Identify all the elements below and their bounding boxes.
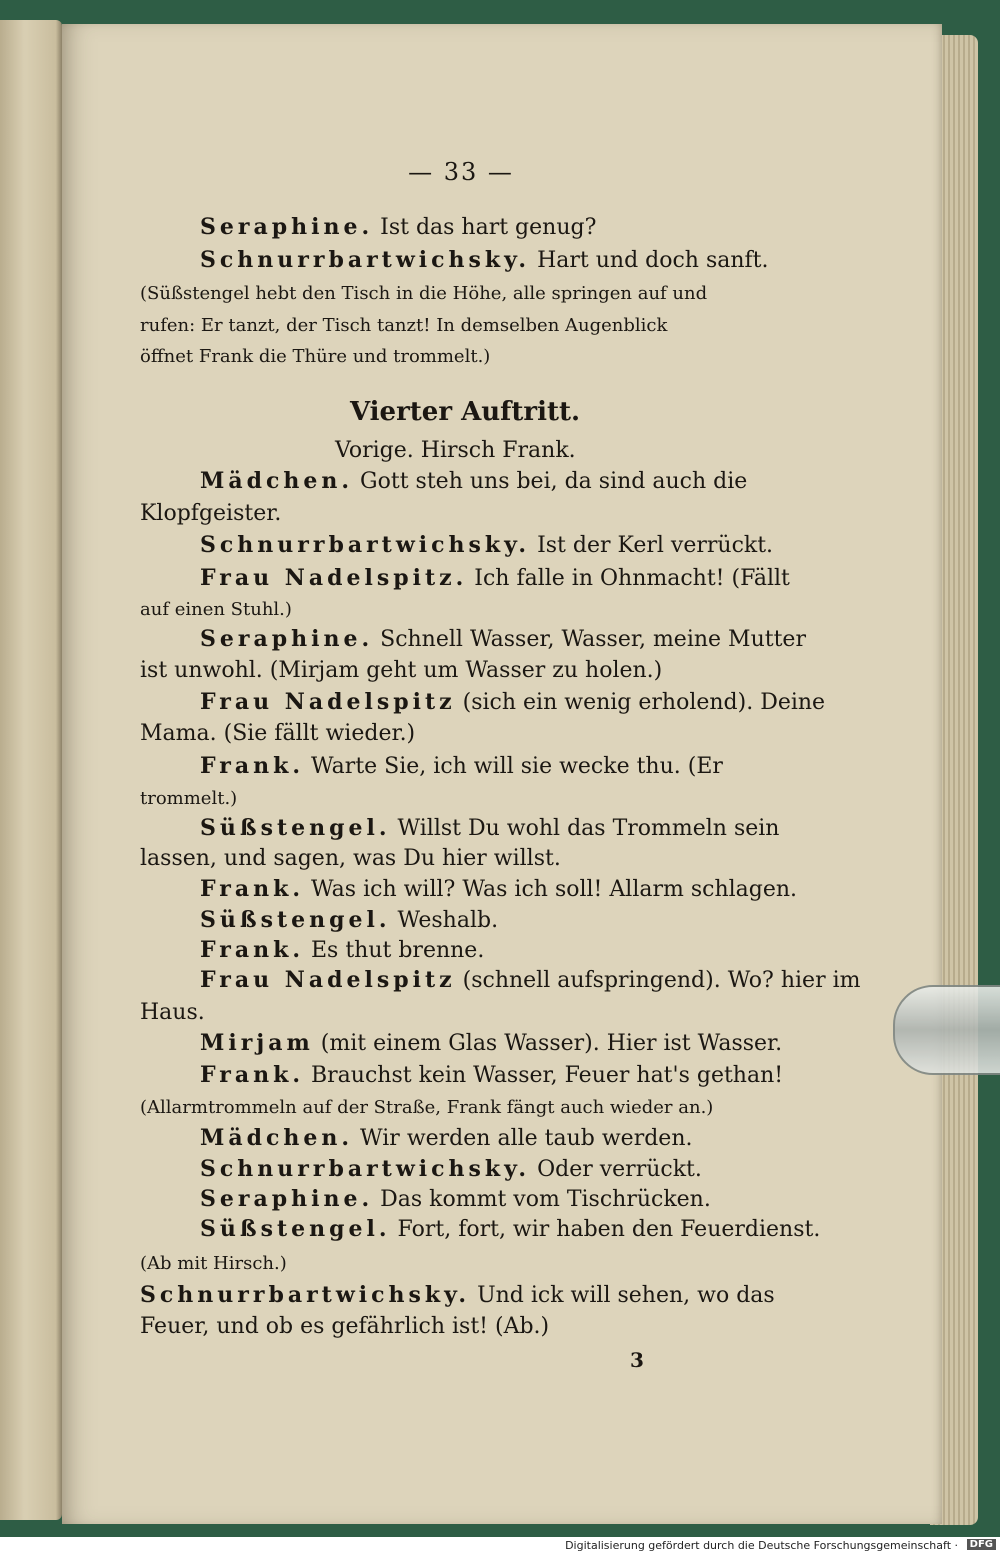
- speaker-name: Schnurrbartwichsky.: [140, 1282, 471, 1308]
- line-text: Das kommt vom Tischrücken.: [380, 1187, 711, 1212]
- scene-title: Vierter Auftritt.: [349, 397, 581, 427]
- line-text: Was ich will? Was ich soll! Allarm schlagen.: [310, 877, 798, 902]
- line-text: Hart und doch sanft.: [537, 248, 769, 273]
- dialogue-line: [200, 687, 825, 718]
- speaker-name: Seraphine.: [200, 626, 374, 652]
- line-text: (mit einem Glas Wasser). Hier ist Wasser.: [320, 1031, 783, 1056]
- stage-direction: auf einen Stuhl.): [140, 599, 292, 620]
- line-text: Warte Sie, ich will sie wecke thu. (Er: [310, 754, 723, 779]
- dialogue-line: [200, 530, 773, 561]
- dialogue-continuation: Klopfgeister.: [140, 501, 282, 526]
- dialogue-line: [200, 1028, 782, 1059]
- line-text: Ich falle in Ohnmacht! (Fällt: [474, 566, 790, 591]
- dialogue-line: [200, 813, 779, 844]
- page-header: — 33 —: [408, 158, 514, 186]
- stage-direction: rufen: Er tanzt, der Tisch tanzt! In demselben Augenblick: [140, 315, 668, 336]
- speaker-name: Süßstengel.: [200, 907, 391, 933]
- speaker-name: Seraphine.: [200, 1186, 374, 1212]
- dialogue-line: [200, 1184, 711, 1215]
- speaker-name: Frank.: [200, 1062, 304, 1088]
- page-clip: [893, 985, 1000, 1075]
- dialogue-line: [200, 965, 860, 996]
- speaker-name: Süßstengel.: [200, 815, 391, 841]
- dialogue-line: [200, 751, 723, 782]
- line-text: Fort, fort, wir haben den Feuerdienst.: [397, 1217, 821, 1242]
- dialogue-line: [200, 624, 806, 655]
- line-text: Willst Du wohl das Trommeln sein: [397, 816, 780, 841]
- speaker-name: Frau Nadelspitz.: [200, 565, 468, 591]
- speaker-name: Frau Nadelspitz: [200, 967, 456, 993]
- line-text: Es thut brenne.: [310, 938, 485, 963]
- line-text: Weshalb.: [397, 908, 499, 933]
- speaker-name: Frau Nadelspitz: [200, 689, 456, 715]
- dialogue-line: [200, 905, 498, 936]
- line-text: Ist der Kerl verrückt.: [537, 533, 774, 558]
- dfg-logo: DFG: [967, 1539, 996, 1550]
- dialogue-line: [140, 1280, 775, 1311]
- speaker-name: Frank.: [200, 876, 304, 902]
- line-text: Oder verrückt.: [537, 1157, 702, 1182]
- line-text: Ist das hart genug?: [380, 215, 597, 240]
- stage-direction: öffnet Frank die Thüre und trommelt.): [140, 346, 491, 367]
- dialogue-line: [200, 935, 484, 966]
- dialogue-continuation: ist unwohl. (Mirjam geht um Wasser zu holen.): [140, 658, 663, 683]
- dialogue-line: [200, 1154, 702, 1185]
- speaker-name: Seraphine.: [200, 214, 374, 240]
- page-number: 3: [630, 1348, 644, 1372]
- dialogue-line: [200, 563, 790, 594]
- speaker-name: Schnurrbartwichsky.: [200, 247, 531, 273]
- dialogue-line: [200, 1060, 783, 1091]
- line-text: Und ick will sehen, wo das: [477, 1283, 775, 1308]
- dialogue-continuation: Mama. (Sie fällt wieder.): [140, 721, 416, 746]
- footer-credit: Digitalisierung gefördert durch die Deutsche Forschungsgemeinschaft ·: [565, 1539, 958, 1552]
- speaker-name: Mädchen.: [200, 1125, 354, 1151]
- stage-direction: (Süßstengel hebt den Tisch in die Höhe, alle springen auf und: [140, 283, 708, 304]
- dialogue-continuation: Feuer, und ob es gefährlich ist! (Ab.): [140, 1314, 550, 1339]
- line-text: Gott steh uns bei, da sind auch die: [360, 469, 748, 494]
- speaker-name: Süßstengel.: [200, 1216, 391, 1242]
- speaker-name: Frank.: [200, 937, 304, 963]
- dialogue-continuation: Haus.: [140, 1000, 205, 1025]
- speaker-name: Schnurrbartwichsky.: [200, 1156, 531, 1182]
- speaker-name: Schnurrbartwichsky.: [200, 532, 531, 558]
- dialogue-line: [200, 245, 769, 276]
- stage-direction: (Ab mit Hirsch.): [140, 1253, 287, 1274]
- stage-direction: trommelt.): [140, 788, 238, 809]
- dialogue-continuation: lassen, und sagen, was Du hier willst.: [140, 846, 561, 871]
- speaker-name: Mirjam: [200, 1030, 314, 1056]
- cast-list: Vorige. Hirsch Frank.: [335, 438, 576, 463]
- stage-direction: (Allarmtrommeln auf der Straße, Frank fängt auch wieder an.): [140, 1097, 714, 1118]
- line-text: Wir werden alle taub werden.: [360, 1126, 693, 1151]
- speaker-name: Frank.: [200, 753, 304, 779]
- line-text: Brauchst kein Wasser, Feuer hat's gethan!: [310, 1063, 784, 1088]
- line-text: (schnell aufspringend). Wo? hier im: [462, 968, 861, 993]
- dialogue-line: [200, 466, 747, 497]
- dialogue-line: [200, 212, 596, 243]
- line-text: Schnell Wasser, Wasser, meine Mutter: [380, 627, 806, 652]
- dialogue-line: [200, 1214, 820, 1245]
- line-text: (sich ein wenig erholend). Deine: [462, 690, 826, 715]
- dialogue-line: [200, 1123, 693, 1154]
- speaker-name: Mädchen.: [200, 468, 354, 494]
- facing-page-edge: [0, 20, 62, 1520]
- dialogue-line: [200, 874, 797, 905]
